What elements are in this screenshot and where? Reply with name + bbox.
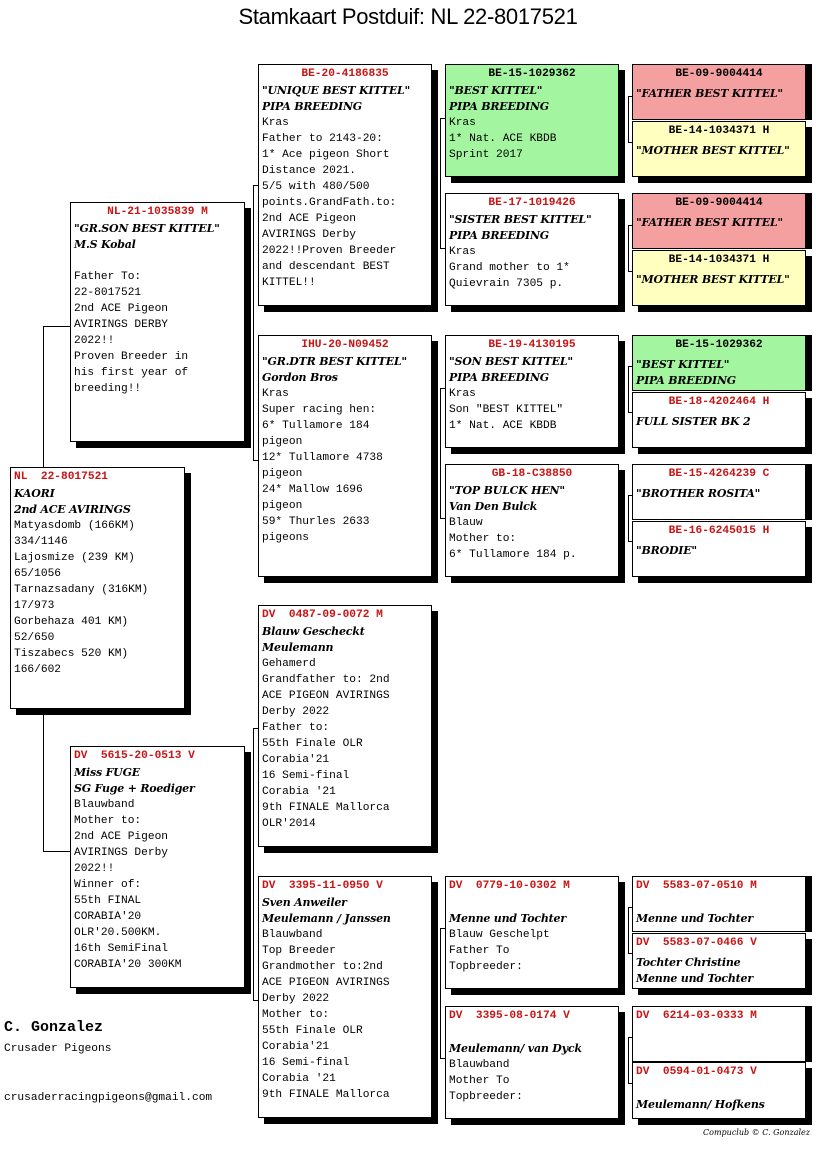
pigeon-card-ff[interactable]: BE-20-4186835 "UNIQUE BEST KITTEL" PIPA BREEDING Kras Father to 2143-20: 1* Ace pigeon Short Distance 2021. 5/5 with 480/500 points.GrandFath.to: 2nd ACE Pigeon AVIRINGS Derby 2022!!Proven Breeder and descendant BEST KITTEL!!: [258, 64, 432, 306]
pigeon-card-g5-3[interactable]: BE-14-1034371 H "MOTHER BEST KITTEL": [632, 250, 806, 306]
connector: [43, 326, 44, 468]
pigeon-card-subject[interactable]: NL 22-8017521 KAORI 2nd ACE AVIRINGS Matyasdomb (166KM) 334/1146 Lajosmize (239 KM) 65/1056 Tarnazsadany (316KM) 17/973 Gorbehaza 401 KM) 52/650 Tiszabecs 520 KM) 166/602: [10, 467, 185, 709]
page-title: Stamkaart Postduif: NL 22-8017521: [238, 4, 578, 29]
pigeon-card-fm[interactable]: IHU-20-N09452 "GR.DTR BEST KITTEL" Gordon Bros Kras Super racing hen: 6* Tullamore 184 pigeon 12* Tullamore 4738 pigeon 24* Mallow 1696 pigeon 59* Thurles 2633 pigeons: [258, 335, 432, 577]
connector: [628, 225, 629, 271]
pigeon-card-g5-0[interactable]: BE-09-9004414 "FATHER BEST KITTEL": [632, 64, 806, 120]
pigeon-card-father[interactable]: NL-21-1035839 M "GR.SON BEST KITTEL" M.S Kobal Father To: 22-8017521 2nd ACE Pigeon AVIRINGS DERBY 2022!! Proven Breeder in his first year of breeding!!: [70, 202, 245, 442]
connector: [253, 185, 254, 460]
pigeon-card-ffm[interactable]: BE-17-1019426 "SISTER BEST KITTEL" PIPA BREEDING Kras Grand mother to 1* Quievrain 7305 p.: [445, 193, 619, 306]
pigeon-card-fff[interactable]: BE-15-1029362 "BEST KITTEL" PIPA BREEDING Kras 1* Nat. ACE KBDB Sprint 2017: [445, 64, 619, 177]
pigeon-card-g5-1[interactable]: BE-14-1034371 H "MOTHER BEST KITTEL": [632, 121, 806, 177]
pigeon-card-g5-5[interactable]: BE-18-4202464 H FULL SISTER BK 2: [632, 392, 806, 448]
connector: [253, 728, 254, 1000]
ring-number: NL-21-1035839 M: [107, 206, 208, 218]
owner-name: C. Gonzalez: [4, 1019, 104, 1036]
connector: [628, 1037, 629, 1083]
pigeon-card-mm[interactable]: DV 3395-11-0950 V Sven Anweiler Meulemann / Janssen Blauwband Top Breeder Grandmother to:2nd ACE PIGEON AVIRINGS Derby 2022 Mother to: 55th Finale OLR Corabia'21 16 Semi-final Corabia '21 9th FINALE Mallorca: [258, 876, 432, 1118]
pigeon-card-fmf[interactable]: BE-19-4130195 "SON BEST KITTEL" PIPA BREEDING Kras Son "BEST KITTEL" 1* Nat. ACE KBDB: [445, 335, 619, 448]
pigeon-title: 2nd ACE AVIRINGS: [14, 503, 131, 516]
connector: [628, 907, 629, 953]
pigeon-card-g5-7[interactable]: BE-16-6245015 H "BRODIE": [632, 521, 806, 577]
pigeon-card-g5-6[interactable]: BE-15-4264239 C "BROTHER ROSITA": [632, 464, 806, 520]
pigeon-card-mmm[interactable]: DV 3395-08-0174 V Meulemann/ van Dyck Blauwband Mother To Topbreeder:: [445, 1006, 619, 1119]
pigeon-card-g5-10[interactable]: DV 6214-03-0333 M: [632, 1006, 806, 1062]
pigeon-card-g5-2[interactable]: BE-09-9004414 "FATHER BEST KITTEL": [632, 193, 806, 249]
pigeon-card-mother[interactable]: DV 5615-20-0513 V Miss FUGE SG Fuge + Roediger Blauwband Mother to: 2nd ACE Pigeon AVIRINGS Derby 2022!! Winner of: 55th FINAL CORABIA'20 OLR'20.500KM. 16th SemiFinal CORABIA'20 300KM: [70, 746, 245, 988]
connector: [440, 388, 441, 518]
pigeon-card-g5-4[interactable]: BE-15-1029362 "BEST KITTEL" PIPA BREEDING: [632, 335, 806, 391]
owner-email[interactable]: crusaderracingpigeons@gmail.com: [4, 1092, 213, 1104]
ring-number: DV 5615-20-0513 V: [74, 750, 195, 762]
connector: [628, 495, 629, 541]
pigeon-card-g5-9[interactable]: DV 5583-07-0466 V Tochter Christine Menne und Tochter: [632, 933, 806, 989]
pigeon-card-mf[interactable]: DV 0487-09-0072 M Blauw Gescheckt Meulemann Gehamerd Grandfather to: 2nd ACE PIGEON AVIRINGS Derby 2022 Father to: 55th Finale OLR Corabia'21 16 Semi-final Corabia '21 9th FINALE Mallorca OLR'2014: [258, 605, 432, 847]
connector: [628, 366, 629, 412]
footer-credit: Compuclub © C. Gonzalez: [703, 1128, 810, 1137]
connector: [43, 326, 71, 327]
connector: [440, 118, 441, 248]
connector: [440, 928, 441, 1058]
connector: [43, 851, 71, 852]
ring-number: NL 22-8017521: [14, 471, 108, 483]
pigeon-name: KAORI: [14, 487, 55, 500]
pigeon-card-g5-8[interactable]: DV 5583-07-0510 M Menne und Tochter: [632, 876, 806, 932]
connector: [43, 712, 44, 851]
connector: [628, 96, 629, 142]
loft-name: Crusader Pigeons: [4, 1043, 112, 1055]
pigeon-card-fmm[interactable]: GB-18-C38850 "TOP BULCK HEN" Van Den Bulck Blauw Mother to: 6* Tullamore 184 p.: [445, 464, 619, 577]
pigeon-card-g5-11[interactable]: DV 0594-01-0473 V Meulemann/ Hofkens: [632, 1062, 806, 1119]
pigeon-card-mmf[interactable]: DV 0779-10-0302 M Menne und Tochter Blauw Geschelpt Father To Topbreeder:: [445, 876, 619, 989]
